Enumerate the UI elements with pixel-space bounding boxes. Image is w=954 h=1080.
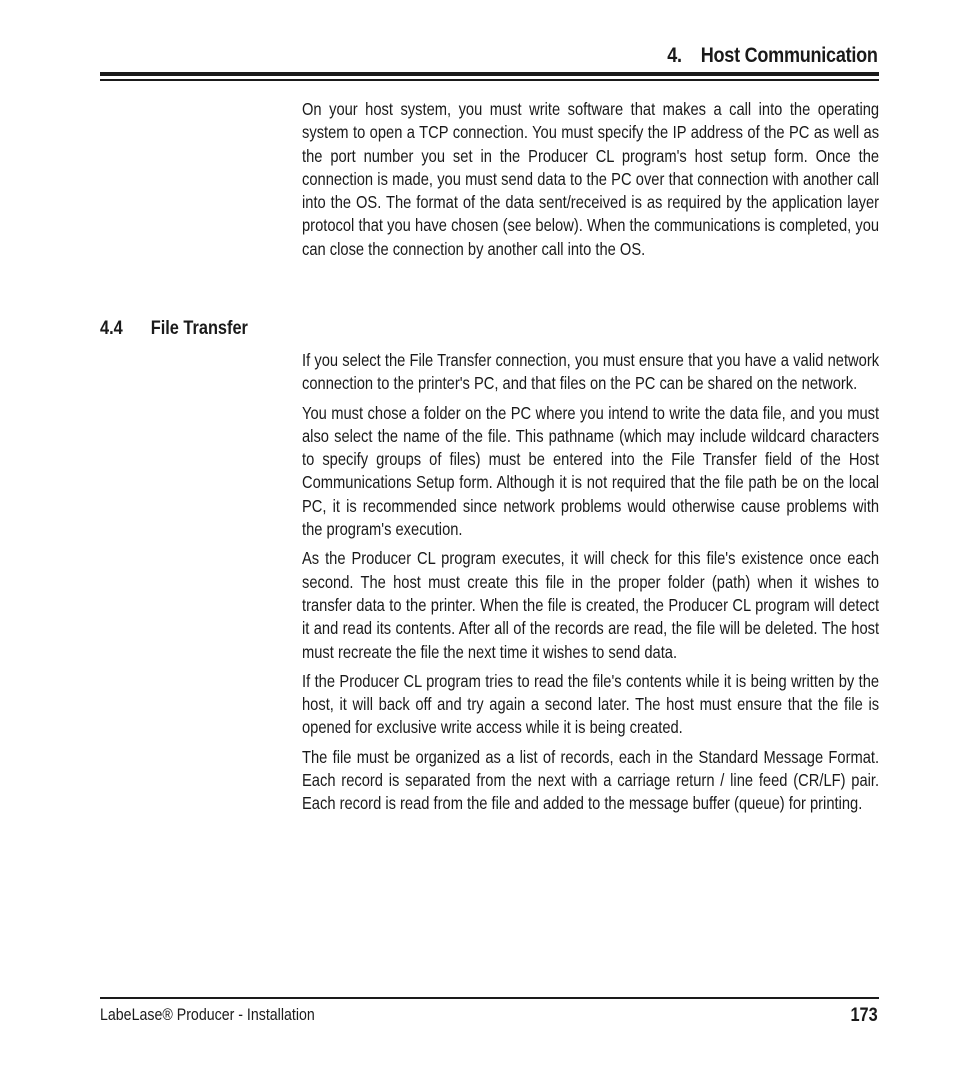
page-number: 173 <box>850 1005 878 1026</box>
body-paragraph: If the Producer CL program tries to read the file's contents while it is being written by the host, it will back off and try again a second later. The host must ensure that the file is opened for exclusive write access while it is being created. <box>302 670 880 738</box>
header-rule-thin <box>100 79 879 81</box>
body-paragraph: As the Producer CL program executes, it will check for this file's existence once each second. The host must create this file in the proper folder (path) when it wishes to transfer data to the printer. When the file is created, the Producer CL program will detect it and read its contents. After all of the records are read, the file will be deleted. The host must recreate the file the next time it wishes to send data. <box>302 548 880 662</box>
intro-paragraph: On your host system, you must write software that makes a call into the operating system to open a TCP connection. You must specify the IP address of the PC as well as the port number you set in the Producer CL program's host setup form. Once the connection is made, you must send data to the PC over that connection with another call into the OS. The format of the data sent/received is as required by the application layer protocol that you have chosen (see below). When the communications is completed, you can close the connection by another call into the OS. <box>302 99 880 259</box>
footer-rule <box>100 997 879 999</box>
chapter-heading <box>668 44 878 68</box>
header-rule-thick <box>100 72 879 76</box>
section-body <box>302 349 879 822</box>
section-number: 4.4 <box>100 318 123 339</box>
chapter-title: Host Communication <box>701 44 878 67</box>
chapter-number: 4. <box>667 44 683 67</box>
intro-block <box>302 98 879 267</box>
body-paragraph: If you select the File Transfer connection, you must ensure that you have a valid network connection to the printer's PC, and that files on the PC can be shared on the network. <box>302 350 880 394</box>
body-paragraph: The file must be organized as a list of records, each in the Standard Message Format. Each record is separated from the next with a carriage return / line feed (CR/LF) pair. Each record is read from the file and added to the message buffer (queue) for printing. <box>302 746 880 814</box>
footer-document-title: LabeLase® Producer - Installation <box>100 1006 315 1024</box>
body-paragraph: You must chose a folder on the PC where you intend to write the data file, and you must also select the name of the file. This pathname (which may include wildcard characters to specify groups of files) must be entered into the File Transfer field of the Host Communications Setup form. Although it is not required that the file path be on the local PC, it is recommended since network problems would otherwise cause problems with the program's execution. <box>302 402 880 540</box>
section-heading <box>100 318 248 340</box>
section-title: File Transfer <box>150 318 248 339</box>
